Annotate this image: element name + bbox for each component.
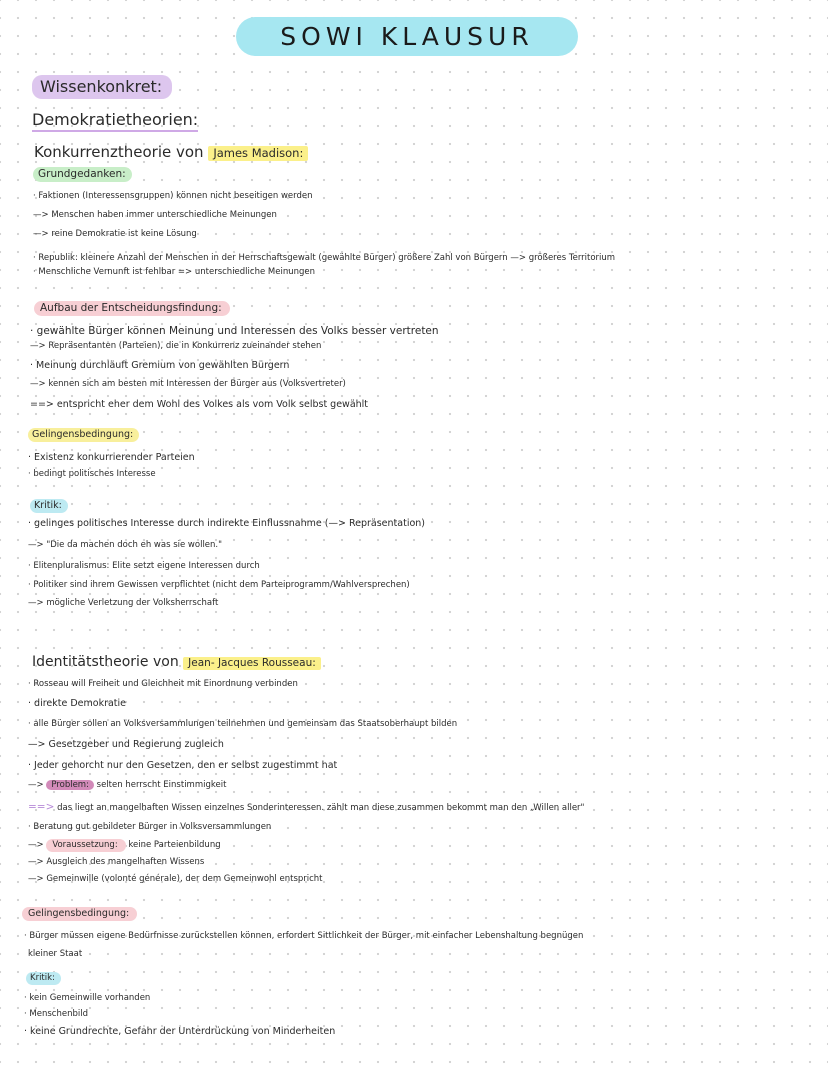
- list-item: ==> entspricht eher dem Wohl des Volkes als vom Volk selbst gewählt: [30, 399, 369, 410]
- subsection-heading: [32, 112, 198, 128]
- theory-1-heading: [34, 145, 308, 160]
- aufbau-label-text: Aufbau der Entscheidungsfindung:: [34, 301, 230, 316]
- list-item: · Menschenbild: [24, 1009, 88, 1019]
- kritik-label-1: [30, 501, 68, 511]
- list-item: · Beratung gut gebildeter Bürger in Volksversammlungen: [28, 822, 272, 832]
- list-item: kleiner Staat: [28, 949, 83, 959]
- subsection-heading-text: Demokratietheorien:: [32, 110, 198, 132]
- list-item: —> Gesetzgeber und Regierung zugleich: [28, 739, 224, 750]
- list-item: · alle Bürger sollen an Volksversammlungen teilnehmen und gemeinsam das Staatsoberhaupt bilden: [28, 719, 458, 729]
- gelingen-label-1-text: Gelingensbedingung:: [28, 428, 139, 442]
- list-item: · bedingt politisches Interesse: [28, 469, 156, 479]
- list-item: —> Ausgleich des mangelhaften Wissens: [28, 857, 205, 867]
- list-item: · direkte Demokratie: [28, 698, 127, 709]
- list-item: · Faktionen (Interessensgruppen) können nicht beseitigen werden: [33, 191, 313, 201]
- gelingen-label-1: [28, 430, 139, 440]
- problem-label: Problem:: [46, 780, 94, 790]
- problem-text: selten herrscht Einstimmigkeit: [96, 780, 227, 790]
- list-item: —> reine Demokratie ist keine Lösung: [33, 229, 197, 239]
- list-item: · Meinung durchläuft Gremium von gewählten Bürgern: [30, 360, 290, 371]
- list-item: · Politiker sind ihrem Gewissen verpflichtet (nicht dem Parteiprogramm/Wahlversprechen): [28, 580, 410, 590]
- page-title: SOWI KLAUSUR: [236, 17, 578, 56]
- gelingen-label-2: [22, 909, 137, 919]
- voraus-line: [28, 841, 221, 850]
- problem-line: [28, 781, 226, 790]
- list-item: —> Menschen haben immer unterschiedliche Meinungen: [33, 210, 277, 220]
- wissen-text: das liegt an mangelhaften Wissen einzelnes Sonderinteressen. zählt man diese zusammen bekommt man den „Willen aller": [57, 803, 585, 813]
- theory-2-heading-text: Identitätstheorie von: [32, 654, 179, 670]
- list-item: —> "Die da machen doch eh was sie wollen.": [28, 540, 223, 550]
- kritik-label-1-text: Kritik:: [30, 499, 68, 513]
- list-item: · kein Gemeinwille vorhanden: [24, 993, 151, 1003]
- section-heading-text: Wissenkonkret:: [32, 75, 172, 99]
- list-item: · Republik: kleinere Anzahl der Menschen in der Herrschaftsgewalt (gewählte Bürger) größere Zahl von Bürgern —> größeres Territorium: [33, 253, 616, 263]
- theory-2-author: Jean- Jacques Rousseau:: [183, 657, 321, 670]
- section-heading: [32, 79, 172, 95]
- list-item: —> Repräsentanten (Parteien), die in Konkurrenz zueinander stehen: [30, 341, 322, 351]
- grundgedanken-label-text: Grundgedanken:: [33, 167, 132, 182]
- kritik-label-2-text: Kritik:: [26, 972, 61, 985]
- voraus-label: Voraussetzung:: [46, 839, 125, 852]
- list-item: —> Gemeinwille (volonté générale), der dem Gemeinwohl entspricht: [28, 874, 323, 884]
- theory-2-heading: [32, 655, 321, 669]
- theory-1-heading-text: Konkurrenztheorie von: [34, 143, 204, 161]
- kritik-label-2: [26, 974, 61, 983]
- double-arrow-icon: ==>: [28, 801, 55, 813]
- grundgedanken-label: [33, 169, 132, 180]
- list-item: · Existenz konkurrierender Parteien: [28, 452, 195, 463]
- gelingen-label-2-text: Gelingensbedingung:: [22, 907, 137, 921]
- list-item: —> mögliche Verletzung der Volksherrschaft: [28, 598, 219, 608]
- list-item: · Jeder gehorcht nur den Gesetzen, den er selbst zugestimmt hat: [28, 760, 338, 771]
- list-item: —> kennen sich am besten mit Interessen der Bürger aus (Volksvertreter): [30, 379, 346, 389]
- list-item: · gelinges politisches Interesse durch indirekte Einflussnahme (—> Repräsentation): [28, 518, 426, 529]
- voraus-prefix: —>: [28, 840, 44, 850]
- theory-1-author: James Madison:: [208, 146, 308, 161]
- list-item: · Elitenpluralismus: Elite setzt eigene Interessen durch: [28, 561, 260, 571]
- list-item: · gewählte Bürger können Meinung und Interessen des Volks besser vertreten: [30, 325, 439, 337]
- list-item: · Bürger müssen eigene Bedürfnisse zurückstellen können, erfordert Sittlichkeit der Bürger, mit einfacher Lebenshaltung begnügen: [24, 931, 584, 941]
- list-item: · Menschliche Vernunft ist fehlbar => unterschiedliche Meinungen: [33, 267, 315, 277]
- voraus-text: keine Parteienbildung: [128, 840, 221, 850]
- wissen-line: [28, 802, 584, 813]
- aufbau-label: [34, 303, 230, 314]
- list-item: · keine Grundrechte, Gefahr der Unterdrückung von Minderheiten: [24, 1026, 336, 1037]
- list-item: · Rosseau will Freiheit und Gleichheit mit Einordnung verbinden: [28, 679, 298, 689]
- problem-prefix: —>: [28, 780, 44, 790]
